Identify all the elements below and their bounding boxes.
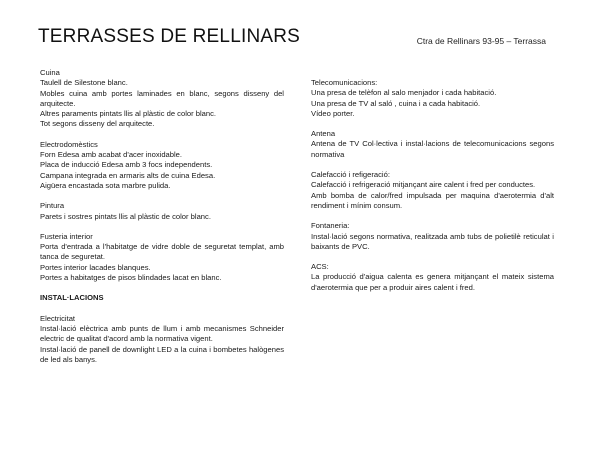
section-line: Portes interior lacades blanques. bbox=[40, 262, 151, 272]
section-line: Placa de inducció Edesa amb 3 focs independents. bbox=[40, 160, 213, 170]
section-line: Forn Edesa amb acabat d'acer inoxidable. bbox=[40, 150, 183, 160]
section-electricitat bbox=[40, 314, 284, 365]
section-line: La producció d'aigua calenta es genera mitjançant el mateix sistema d'aerotermia que per a produir aires calent i fred. bbox=[311, 272, 554, 292]
section-line: Antena de TV Col·lectiva i instal·lacions de telecomunicacions segons normativa bbox=[311, 139, 554, 159]
section-line: Instal·lació de panell de downlight LED a la cuina i bombetes halògenes de led als banys. bbox=[40, 344, 284, 364]
section-line: Parets i sostres pintats llis al plàstic de color blanc. bbox=[40, 211, 211, 221]
section-title: ACS: bbox=[311, 262, 329, 272]
section-line: Tot segons disseny del arquitecte. bbox=[40, 119, 155, 129]
section-line: Porta d'entrada a l'habitatge de vidre doble de seguretat templat, amb tanca de seguretat. bbox=[40, 242, 284, 262]
section-line: Una presa de TV al saló , cuina i a cada habitació. bbox=[311, 98, 481, 108]
section-line: Mobles cuina amb portes laminades en blanc, segons disseny del arquitecte. bbox=[40, 88, 284, 108]
section-heading: INSTAL·LACIONS bbox=[40, 293, 104, 303]
section-title: Telecomunicacions: bbox=[311, 78, 378, 87]
left-column bbox=[40, 68, 284, 375]
section-antena bbox=[311, 129, 554, 160]
section-title: Calefacció i refigeració: bbox=[311, 170, 390, 180]
section-electrodomestics bbox=[40, 140, 284, 191]
section-line: Vídeo porter. bbox=[311, 108, 355, 118]
section-line: Portes a habitatges de pisos blindades lacat en blanc. bbox=[40, 273, 222, 283]
section-line: Calefacció i refrigeració mitjançant aire calent i fred per conductes. bbox=[311, 180, 536, 190]
section-cuina bbox=[40, 68, 284, 130]
section-acs bbox=[311, 262, 554, 293]
section-line: Instal·lació segons normativa, realitzada amb tubs de polietilè reticulat i baixants de PVC. bbox=[311, 231, 554, 251]
section-line: Campana integrada en armaris alts de cuina Edesa. bbox=[40, 170, 216, 180]
section-title: Cuina bbox=[40, 68, 60, 77]
section-fontaneria bbox=[311, 221, 554, 252]
section-title: Electrodomèstics bbox=[40, 139, 98, 149]
section-pintura bbox=[40, 201, 284, 222]
section-line: Altres paraments pintats llis al plàstic de color blanc. bbox=[40, 109, 217, 119]
section-title: Electricitat bbox=[40, 313, 76, 323]
section-title: Fusteria interior bbox=[40, 231, 93, 241]
section-title: Pintura bbox=[40, 201, 65, 211]
section-line: Amb bomba de calor/fred impulsada per maquina d'aerotermia d'alt rendiment i mínim consum. bbox=[311, 190, 554, 210]
section-installacions bbox=[40, 293, 284, 303]
section-line: Taulell de Silestone blanc. bbox=[40, 78, 128, 88]
section-line: Una presa de telèfon al salo menjador i cada habitació. bbox=[311, 88, 497, 98]
section-line: Aigüera encastada sota marbre pulida. bbox=[40, 180, 171, 190]
section-telecomunicacions bbox=[311, 78, 554, 119]
right-column bbox=[311, 78, 554, 303]
section-fusteria bbox=[40, 232, 284, 283]
section-title: Antena bbox=[311, 129, 336, 139]
document-title: TERRASSES DE RELLINARS bbox=[38, 26, 301, 47]
section-calefaccio bbox=[311, 170, 554, 211]
section-title: Fontaneria: bbox=[311, 221, 350, 231]
document-address: Ctra de Rellinars 93-95 – Terrassa bbox=[416, 36, 546, 46]
section-line: Instal·lació elèctrica amb punts de llum i amb mecanismes Schneider electric de qualitat d'acord amb la normativa vigent. bbox=[40, 323, 284, 344]
